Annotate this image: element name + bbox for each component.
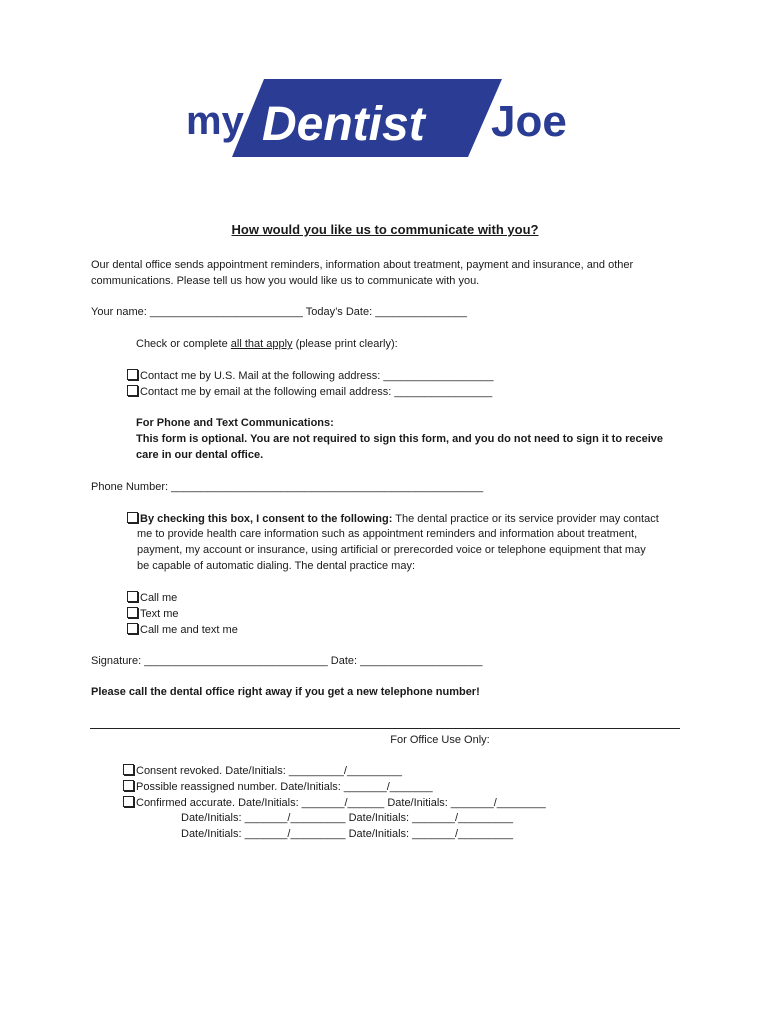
us-mail-option[interactable]: Contact me by U.S. Mail at the following address: __________________ [127,369,493,383]
option-call-and-text[interactable]: Call me and text me [127,623,238,637]
consent-statement[interactable]: By checking this box, I consent to the following: The dental practice or its service provider may contact [127,512,659,526]
checkbox-call-me[interactable] [127,591,138,602]
checkbox-confirmed[interactable] [123,796,134,807]
checkbox-text-me[interactable] [127,607,138,618]
checkbox-consent[interactable] [127,512,138,523]
name-date-field[interactable]: Your name: _________________________ Today’s Date: _______________ [91,306,467,318]
checkbox-email[interactable] [127,385,138,396]
logo-dentist: Dentist [262,98,425,151]
consent-line-2: me to provide health care information such as appointment reminders and information about treatment, [137,528,638,540]
logo-joe: Joe [491,97,567,146]
checkbox-call-and-text[interactable] [127,623,138,634]
logo-my: my [186,99,244,143]
office-reassigned[interactable]: Possible reassigned number. Date/Initials: _______/_______ [123,780,433,794]
option-text-me[interactable]: Text me [127,607,179,621]
office-date-initials-row-2[interactable]: Date/Initials: _______/_________ Date/Initials: _______/_________ [181,812,514,824]
optional-note-line-2: care in our dental office. [136,449,264,461]
consent-line-3: payment, my account or insurance, using artificial or prerecorded voice or telephone equipment that may [137,544,646,556]
intro-line-2: communications. Please tell us how you would like us to communicate with you. [91,275,480,287]
phone-section-heading: For Phone and Text Communications: [136,417,334,429]
reminder-note: Please call the dental office right away if you get a new telephone number! [91,686,480,698]
consent-line-4: be capable of automatic dialing. The dental practice may: [137,560,416,572]
intro-line-1: Our dental office sends appointment reminders, information about treatment, payment and insurance, and other [91,259,634,271]
office-divider [90,728,680,729]
signature-date-field[interactable]: Signature: ______________________________ Date: ____________________ [91,655,483,667]
checkbox-us-mail[interactable] [127,369,138,380]
email-option[interactable]: Contact me by email at the following email address: ________________ [127,385,492,399]
my-dentist-joe-logo [186,78,582,158]
all-that-apply: all that apply [230,338,293,350]
checkbox-reassigned[interactable] [123,780,134,791]
office-date-initials-row-3[interactable]: Date/Initials: _______/_________ Date/Initials: _______/_________ [181,828,514,840]
office-use-title: For Office Use Only: [390,734,490,746]
phone-number-field[interactable]: Phone Number: ___________________________________________________ [91,481,484,493]
office-confirmed[interactable]: Confirmed accurate. Date/Initials: _______/______ Date/Initials: _______/________ [123,796,546,810]
check-instruction: Check or complete all that apply (please print clearly): [136,338,398,350]
form-title: How would you like us to communicate with you? [231,222,539,237]
office-consent-revoked[interactable]: Consent revoked. Date/Initials: _________/_________ [123,764,402,778]
optional-note-line-1: This form is optional. You are not required to sign this form, and you do not need to sign it to receive [136,433,664,445]
option-call-me[interactable]: Call me [127,591,177,605]
checkbox-consent-revoked[interactable] [123,764,134,775]
